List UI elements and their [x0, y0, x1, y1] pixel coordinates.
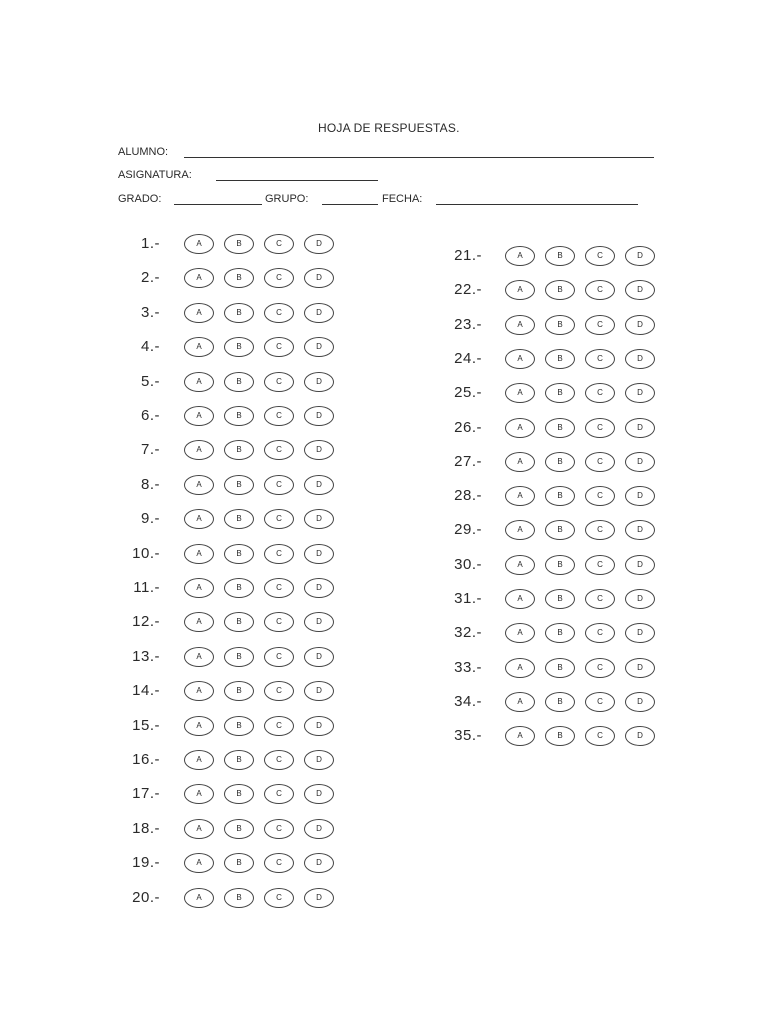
answer-bubble-b[interactable]: B [224, 509, 254, 529]
answer-bubble-c[interactable]: C [264, 578, 294, 598]
answer-bubble-d[interactable]: D [304, 612, 334, 632]
answer-bubble-a[interactable]: A [505, 383, 535, 403]
answer-bubble-b[interactable]: B [545, 589, 575, 609]
question-number: 29.- [454, 521, 482, 539]
answer-bubble-d[interactable]: D [304, 853, 334, 873]
answer-bubble-b[interactable]: B [545, 520, 575, 540]
answer-bubble-d[interactable]: D [304, 268, 334, 288]
answer-bubble-a[interactable]: A [505, 726, 535, 746]
question-number: 18.- [132, 819, 160, 837]
answer-bubble-d[interactable]: D [304, 509, 334, 529]
answer-bubble-d[interactable]: D [304, 888, 334, 908]
answer-bubble-d[interactable]: D [304, 337, 334, 357]
question-number: 15.- [132, 716, 160, 734]
question-number: 24.- [454, 349, 482, 367]
answer-bubble-c[interactable]: C [585, 520, 615, 540]
answer-bubble-a[interactable]: A [505, 555, 535, 575]
answer-bubble-d[interactable]: D [304, 716, 334, 736]
answer-bubble-b[interactable]: B [224, 544, 254, 564]
answer-bubble-b[interactable]: B [545, 280, 575, 300]
fecha-field[interactable] [436, 204, 638, 205]
answer-bubble-a[interactable]: A [184, 819, 214, 839]
answer-bubble-a[interactable]: A [505, 246, 535, 266]
answer-bubble-b[interactable]: B [224, 578, 254, 598]
answer-bubble-c[interactable]: C [585, 383, 615, 403]
answer-bubble-b[interactable]: B [224, 750, 254, 770]
question-number: 7.- [140, 441, 160, 459]
answer-bubble-c[interactable]: C [585, 280, 615, 300]
answer-bubble-a[interactable]: A [505, 280, 535, 300]
question-number: 23.- [454, 315, 482, 333]
answer-bubble-d[interactable]: D [625, 418, 655, 438]
answer-bubble-b[interactable]: B [224, 716, 254, 736]
answer-bubble-a[interactable]: A [505, 520, 535, 540]
question-number: 8.- [140, 475, 160, 493]
answer-bubble-b[interactable]: B [545, 486, 575, 506]
answer-bubble-b[interactable]: B [224, 337, 254, 357]
question-number: 9.- [140, 510, 160, 528]
answer-bubble-b[interactable]: B [224, 612, 254, 632]
answer-bubble-c[interactable]: C [264, 475, 294, 495]
answer-bubble-d[interactable]: D [625, 623, 655, 643]
answer-bubble-a[interactable]: A [505, 315, 535, 335]
answer-bubble-b[interactable]: B [224, 853, 254, 873]
answer-bubble-c[interactable]: C [264, 888, 294, 908]
answer-bubble-b[interactable]: B [224, 372, 254, 392]
answer-bubble-c[interactable]: C [264, 268, 294, 288]
answer-bubble-b[interactable]: B [545, 452, 575, 472]
answer-bubble-b[interactable]: B [224, 888, 254, 908]
answer-bubble-a[interactable]: A [505, 589, 535, 609]
question-number: 12.- [132, 613, 160, 631]
answer-bubble-d[interactable]: D [625, 452, 655, 472]
answer-bubble-b[interactable]: B [224, 647, 254, 667]
answer-bubble-a[interactable]: A [505, 692, 535, 712]
answer-bubble-b[interactable]: B [224, 303, 254, 323]
answer-bubble-b[interactable]: B [224, 475, 254, 495]
answer-bubble-d[interactable]: D [304, 819, 334, 839]
answer-bubble-c[interactable]: C [264, 853, 294, 873]
question-number: 30.- [454, 555, 482, 573]
answer-bubble-a[interactable]: A [184, 440, 214, 460]
question-number: 27.- [454, 452, 482, 470]
answer-bubble-d[interactable]: D [304, 234, 334, 254]
answer-bubble-b[interactable]: B [545, 726, 575, 746]
answer-bubble-c[interactable]: C [264, 303, 294, 323]
answer-bubble-a[interactable]: A [184, 681, 214, 701]
answer-bubble-a[interactable]: A [184, 406, 214, 426]
question-number: 10.- [132, 544, 160, 562]
answer-bubble-a[interactable]: A [505, 418, 535, 438]
question-number: 34.- [454, 692, 482, 710]
answer-bubble-b[interactable]: B [545, 246, 575, 266]
question-number: 21.- [454, 247, 482, 264]
answer-bubble-b[interactable]: B [224, 234, 254, 254]
question-number: 17.- [132, 785, 160, 803]
answer-bubble-d[interactable]: D [625, 315, 655, 335]
question-number: 22.- [454, 281, 482, 299]
answer-bubble-c[interactable]: C [264, 372, 294, 392]
answer-bubble-a[interactable]: A [184, 234, 214, 254]
question-number: 6.- [140, 407, 160, 424]
answer-bubble-a[interactable]: A [184, 716, 214, 736]
answer-bubble-a[interactable]: A [184, 337, 214, 357]
answer-bubble-c[interactable]: C [585, 315, 615, 335]
question-number: 1.- [140, 235, 160, 252]
answer-bubble-c[interactable]: C [585, 726, 615, 746]
answer-bubble-c[interactable]: C [264, 819, 294, 839]
asignatura-label: ASIGNATURA: [118, 169, 192, 181]
question-number: 35.- [454, 727, 482, 745]
answer-bubble-c[interactable]: C [585, 589, 615, 609]
answer-bubble-c[interactable]: C [264, 509, 294, 529]
answer-bubble-b[interactable]: B [545, 658, 575, 678]
answer-bubble-c[interactable]: C [585, 692, 615, 712]
answer-bubble-d[interactable]: D [625, 658, 655, 678]
answer-bubble-b[interactable]: B [545, 418, 575, 438]
answer-bubble-a[interactable]: A [505, 349, 535, 369]
answer-bubble-c[interactable]: C [585, 452, 615, 472]
answer-bubble-c[interactable]: C [264, 337, 294, 357]
answer-bubble-a[interactable]: A [505, 452, 535, 472]
answer-bubble-d[interactable]: D [625, 246, 655, 266]
question-number: 13.- [132, 647, 160, 665]
answer-bubble-d[interactable]: D [304, 681, 334, 701]
question-number: 14.- [132, 682, 160, 700]
answer-bubble-d[interactable]: D [625, 486, 655, 506]
answer-bubble-d[interactable]: D [304, 750, 334, 770]
answer-bubble-a[interactable]: A [505, 658, 535, 678]
answer-bubble-c[interactable]: C [264, 716, 294, 736]
answer-bubble-d[interactable]: D [304, 475, 334, 495]
answer-bubble-c[interactable]: C [585, 658, 615, 678]
grupo-label: GRUPO: [265, 193, 309, 205]
grado-field[interactable] [174, 204, 262, 205]
answer-bubble-a[interactable]: A [184, 578, 214, 598]
asignatura-field[interactable] [216, 180, 378, 181]
answer-bubble-a[interactable]: A [184, 647, 214, 667]
answer-bubble-d[interactable]: D [304, 303, 334, 323]
answer-bubble-c[interactable]: C [264, 681, 294, 701]
answer-bubble-a[interactable]: A [184, 268, 214, 288]
question-number: 16.- [132, 751, 160, 768]
answer-bubble-d[interactable]: D [304, 544, 334, 564]
answer-bubble-d[interactable]: D [625, 555, 655, 575]
answer-bubble-c[interactable]: C [264, 406, 294, 426]
question-number: 28.- [454, 487, 482, 505]
answer-bubble-a[interactable]: A [184, 303, 214, 323]
answer-bubble-c[interactable]: C [264, 612, 294, 632]
answer-bubble-c[interactable]: C [264, 234, 294, 254]
question-number: 20.- [132, 888, 160, 906]
alumno-field[interactable] [184, 157, 654, 158]
answer-bubble-a[interactable]: A [184, 372, 214, 392]
answer-bubble-d[interactable]: D [304, 372, 334, 392]
question-number: 19.- [132, 854, 160, 872]
answer-bubble-a[interactable]: A [184, 888, 214, 908]
answer-bubble-a[interactable]: A [184, 784, 214, 804]
answer-bubble-b[interactable]: B [545, 315, 575, 335]
answer-bubble-b[interactable]: B [545, 383, 575, 403]
answer-bubble-c[interactable]: C [585, 246, 615, 266]
question-number: 25.- [454, 384, 482, 402]
answer-bubble-a[interactable]: A [505, 623, 535, 643]
answer-bubble-d[interactable]: D [625, 726, 655, 746]
answer-bubble-b[interactable]: B [545, 623, 575, 643]
answer-bubble-d[interactable]: D [304, 647, 334, 667]
answer-bubble-c[interactable]: C [264, 784, 294, 804]
answer-bubble-a[interactable]: A [184, 612, 214, 632]
question-number: 26.- [454, 418, 482, 436]
answer-bubble-b[interactable]: B [224, 784, 254, 804]
question-number: 3.- [140, 303, 160, 321]
answer-bubble-c[interactable]: C [585, 555, 615, 575]
answer-bubble-c[interactable]: C [585, 486, 615, 506]
answer-bubble-a[interactable]: A [184, 509, 214, 529]
grado-label: GRADO: [118, 193, 162, 205]
answer-bubble-c[interactable]: C [264, 440, 294, 460]
answer-bubble-d[interactable]: D [625, 692, 655, 712]
answer-bubble-c[interactable]: C [585, 623, 615, 643]
question-number: 31.- [454, 590, 482, 607]
answer-bubble-a[interactable]: A [184, 750, 214, 770]
question-number: 33.- [454, 658, 482, 676]
answer-bubble-b[interactable]: B [224, 406, 254, 426]
answer-bubble-d[interactable]: D [304, 784, 334, 804]
answer-bubble-b[interactable]: B [545, 349, 575, 369]
answer-bubble-d[interactable]: D [304, 406, 334, 426]
answer-bubble-d[interactable]: D [304, 440, 334, 460]
grupo-field[interactable] [322, 204, 378, 205]
answer-bubble-b[interactable]: B [545, 692, 575, 712]
page-title: HOJA DE RESPUESTAS. [318, 121, 460, 135]
answer-bubble-b[interactable]: B [224, 681, 254, 701]
answer-bubble-a[interactable]: A [184, 853, 214, 873]
answer-bubble-b[interactable]: B [224, 819, 254, 839]
answer-bubble-c[interactable]: C [264, 544, 294, 564]
alumno-label: ALUMNO: [118, 146, 169, 158]
answer-bubble-d[interactable]: D [625, 383, 655, 403]
fecha-label: FECHA: [382, 193, 423, 205]
question-number: 5.- [140, 372, 160, 390]
answer-bubble-b[interactable]: B [545, 555, 575, 575]
answer-bubble-c[interactable]: C [585, 418, 615, 438]
answer-bubble-d[interactable]: D [625, 349, 655, 369]
answer-bubble-c[interactable]: C [264, 647, 294, 667]
answer-bubble-a[interactable]: A [505, 486, 535, 506]
question-number: 11.- [133, 579, 160, 596]
question-number: 4.- [140, 338, 160, 356]
question-number: 32.- [454, 624, 482, 642]
answer-bubble-b[interactable]: B [224, 440, 254, 460]
answer-bubble-d[interactable]: D [625, 589, 655, 609]
answer-bubble-d[interactable]: D [304, 578, 334, 598]
answer-bubble-d[interactable]: D [625, 520, 655, 540]
answer-bubble-c[interactable]: C [585, 349, 615, 369]
answer-bubble-c[interactable]: C [264, 750, 294, 770]
answer-bubble-a[interactable]: A [184, 544, 214, 564]
answer-bubble-b[interactable]: B [224, 268, 254, 288]
question-number: 2.- [140, 269, 160, 287]
answer-bubble-d[interactable]: D [625, 280, 655, 300]
answer-bubble-a[interactable]: A [184, 475, 214, 495]
